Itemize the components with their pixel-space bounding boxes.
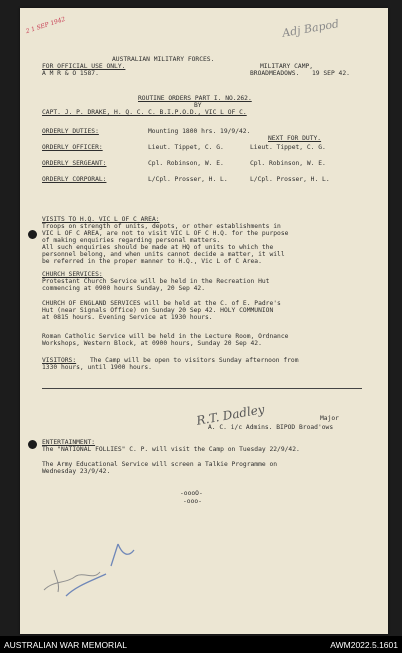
- visitors-label: VISITORS:: [42, 357, 77, 364]
- handwritten-annotation: Adj Bapod: [281, 17, 340, 40]
- protestant-text-1: Protestant Church Service will be held in the Recreation Hut: [42, 278, 270, 285]
- visitors-text-1: The Camp will be open to visitors Sunday afternoon from: [90, 357, 299, 364]
- orderly-duties-label: ORDERLY DUTIES:: [42, 128, 99, 135]
- footer-bar: [0, 636, 402, 653]
- footer-source: AUSTRALIAN WAR MEMORIAL: [4, 640, 127, 650]
- end-mark-2: -ooo-: [183, 498, 202, 505]
- footer-accession: AWM2022.5.1601: [330, 640, 398, 650]
- protestant-text-2: commencing at 0900 hours Sunday, 20 Sep 42.: [42, 285, 206, 292]
- location-line-1: MILITARY CAMP,: [260, 63, 314, 70]
- date-stamp: 2 1 SEP 1942: [24, 15, 67, 36]
- signoff-role: A. C. i/c Admins. BIPOD Broad'ows: [208, 424, 334, 431]
- location-line-2: BROADMEADOWS.: [250, 70, 300, 77]
- coe-text-1: CHURCH OF ENGLAND SERVICES will be held at the C. of E. Padre's: [42, 300, 281, 307]
- orderly-sergeant-label: ORDERLY SERGEANT:: [42, 160, 107, 167]
- orderly-corporal-label: ORDERLY CORPORAL:: [42, 176, 107, 183]
- visits-text-2: VIC L OF C AREA, are not to visit VIC L OF C H.Q. for the purpose: [42, 230, 289, 237]
- official-use-line: FOR OFFICIAL USE ONLY.: [42, 63, 126, 70]
- visits-text-5: personnel belong, and when units cannot decide a matter, it will: [42, 251, 285, 258]
- entertainment-heading: ENTERTAINMENT:: [42, 439, 96, 446]
- orderly-sergeant-next: Cpl. Robinson, W. E.: [250, 160, 326, 167]
- coe-text-2: Hut (near Signals Office) on Sunday 20 Sep 42. HOLY COMMUNION: [42, 307, 274, 314]
- punch-hole-top: [28, 230, 37, 239]
- church-heading: CHURCH SERVICES:: [42, 271, 103, 278]
- commanding-officer: CAPT. J. P. DRAKE, H. Q. C. C. B.I.P.O.D., VIC L OF C.: [42, 109, 247, 116]
- orderly-officer-next: Lieut. Tippet, C. G.: [250, 144, 326, 151]
- punch-hole-bottom: [28, 440, 37, 449]
- orderly-officer-current: Lieut. Tippet, C. G.: [148, 144, 224, 151]
- entertainment-text-1: The "NATIONAL FOLLIES" C. P. will visit the Camp on Tuesday 22/9/42.: [42, 446, 300, 453]
- orderly-corporal-current: L/Cpl. Prosser, H. L.: [148, 176, 228, 183]
- rc-text-2: Workshops, Western Block, at 0900 hours, Sunday 20 Sep 42.: [42, 340, 262, 347]
- end-mark-1: -oooO-: [180, 490, 203, 497]
- orderly-sergeant-current: Cpl. Robinson, W. E.: [148, 160, 224, 167]
- section-divider: [42, 388, 362, 389]
- visits-text-3: of making enquiries regarding personal matters.: [42, 237, 221, 244]
- orderly-officer-label: ORDERLY OFFICER:: [42, 144, 103, 151]
- visitors-text-2: 1330 hours, until 1900 hours.: [42, 364, 152, 371]
- orderly-corporal-next: L/Cpl. Prosser, H. L.: [250, 176, 330, 183]
- rc-text-1: Roman Catholic Service will be held in the Lecture Room, Ordnance: [42, 333, 289, 340]
- document-page: [20, 8, 388, 634]
- signature: R.T. Dadley: [195, 402, 266, 428]
- entertainment-text-3: Wednesday 23/9/42.: [42, 468, 111, 475]
- orders-title: ROUTINE ORDERS PART I. NO.262.: [138, 95, 252, 102]
- orders-by: BY: [194, 102, 202, 109]
- coe-text-3: at 0815 hours. Evening Service at 1930 hours.: [42, 314, 213, 321]
- visits-heading: VISITS TO H.Q. VIC L OF C AREA:: [42, 216, 160, 223]
- entertainment-text-2: The Army Educational Service will screen a Talkie Programme on: [42, 461, 278, 468]
- visits-text-6: be referred in the proper manner to H.Q., Vic L of C Area.: [42, 258, 262, 265]
- reference-number: A M R & O 1587.: [42, 70, 99, 77]
- next-for-duty-heading: NEXT FOR DUTY.: [268, 135, 322, 142]
- visits-text-4: All such enquiries should be made at HQ of units to which the: [42, 244, 274, 251]
- order-date: 19 SEP 42.: [312, 70, 350, 77]
- mounting-time: Mounting 1800 hrs. 19/9/42.: [148, 128, 251, 135]
- signoff-rank: Major: [320, 415, 339, 422]
- handwritten-scribble: [36, 536, 146, 606]
- org-heading: AUSTRALIAN MILITARY FORCES.: [112, 56, 215, 63]
- visits-text-1: Troops on strength of units, depots, or other establishments in: [42, 223, 281, 230]
